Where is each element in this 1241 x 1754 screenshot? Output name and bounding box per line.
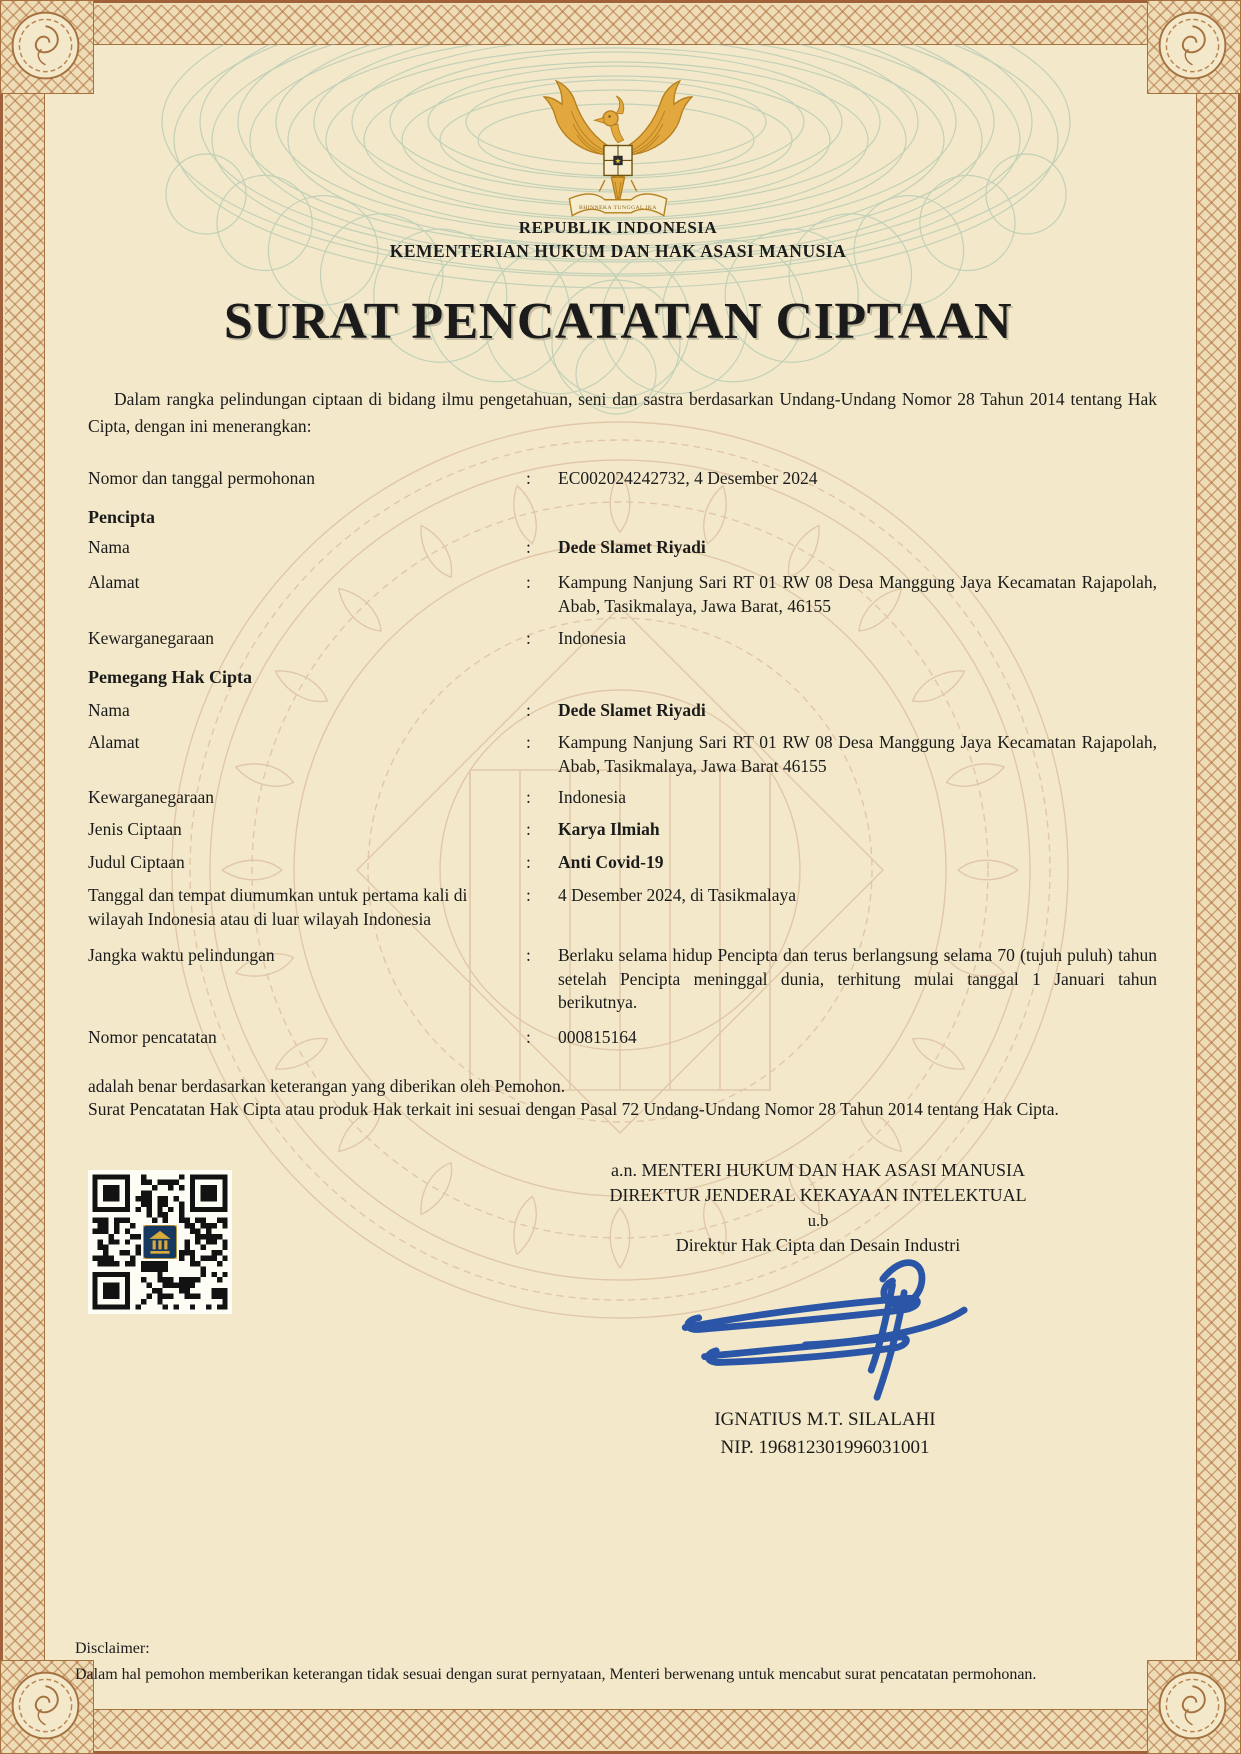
colon-separator: : [526,852,531,872]
colon-separator: : [526,700,531,720]
shield-star-icon: ★ [614,156,622,166]
disclaimer-heading: Disclaimer: [75,1640,150,1657]
colon-separator: : [526,885,531,905]
colon-separator: : [526,537,531,557]
field-pencipta-kewarganegaraan: Kewarganegaraan : Indonesia [88,627,1157,651]
field-pemegang-kewarganegaraan: Kewarganegaraan : Indonesia [88,786,1157,810]
closing-line-1: adalah benar berdasarkan keterangan yang diberikan oleh Pemohon. [88,1076,566,1096]
field-pencipta-alamat: Alamat : Kampung Nanjung Sari RT 01 RW 08 Desa Manggung Jaya Kecamatan Rajapolah, Abab, Tasikmalaya, Jawa Barat, 46155 [88,572,1157,616]
section-pemegang-hak-cipta: Pemegang Hak Cipta [88,667,252,687]
country-name: REPUBLIK INDONESIA [518,218,718,237]
section-pencipta: Pencipta [88,507,155,527]
signer-nip: NIP. 196812301996031001 [720,1437,930,1458]
field-jenis-ciptaan: Jenis Ciptaan : Karya Ilmiah [88,818,1157,842]
signer-position: Direktur Hak Cipta dan Desain Industri [675,1235,961,1255]
signer-block [640,1406,1010,1462]
colon-separator: : [526,945,531,965]
signer-name: IGNATIUS M.T. SILALAHI [714,1409,936,1430]
colon-separator: : [526,787,531,807]
field-pemegang-alamat: Alamat : Kampung Nanjung Sari RT 01 RW 08 Desa Manggung Jaya Kecamatan Rajapolah, Abab, Tasikmalaya, Jawa Barat 46155 [88,732,1157,776]
field-tanggal-diumumkan: Tanggal dan tempat diumumkan untuk pertama kali di wilayah Indonesia atau di luar wilayah Indonesia : 4 Desember 2024, di Tasikmalaya [88,885,797,929]
field-nomor-pencatatan: Nomor pencatatan : 000815164 [88,1026,1157,1050]
colon-separator: : [526,819,531,839]
signature-scribble-icon [660,1250,970,1405]
field-application-number: Nomor dan tanggal permohonan : EC002024242732, 4 Desember 2024 [88,467,1157,491]
approval-block [518,1158,1118,1258]
colon-separator: : [526,572,531,592]
closing-line-2: Surat Pencatatan Hak Cipta atau produk Hak terkait ini sesuai dengan Pasal 72 Undang-Undang Nomor 28 Tahun 2014 tentang Hak Cipta. [88,1099,1059,1119]
emblem-motto: BHINNEKA TUNGGAL IKA [579,205,657,212]
kemenkumham-logo-icon [143,1225,177,1259]
directorate-line: DIREKTUR JENDERAL KEKAYAAN INTELEKTUAL [609,1185,1027,1205]
colon-separator: : [526,1027,531,1047]
on-behalf-line: a.n. MENTERI HUKUM DAN HAK ASASI MANUSIA [611,1160,1025,1180]
field-jangka-waktu: Jangka waktu pelindungan : Berlaku selama hidup Pencipta dan terus berlangsung selama 70 (tujuh puluh) tahun setelah Pencipta meninggal dunia, terhitung mulai tanggal 1 Januari tahun berikutnya. [88,945,1157,1012]
ub-line: u.b [807,1211,829,1230]
colon-separator: : [526,732,531,752]
disclaimer [75,1636,1180,1688]
certificate-title: SURAT PENCATATAN CIPTAAN [223,293,1013,350]
field-pencipta-nama: Nama : Dede Slamet Riyadi [88,536,1157,560]
disclaimer-text: Dalam hal pemohon memberikan keterangan tidak sesuai dengan surat pernyataan, Menteri berwenang untuk mencabut surat pencatatan permohonan. [75,1666,1037,1683]
ministry-name: KEMENTERIAN HUKUM DAN HAK ASASI MANUSIA [389,241,847,261]
intro-paragraph: Dalam rangka pelindungan ciptaan di bidang ilmu pengetahuan, seni dan sastra berdasarkan Undang-Undang Nomor 28 Tahun 2014 tentang Hak Cipta, dengan ini menerangkan: [88,389,1157,436]
colon-separator: : [526,468,531,488]
field-judul-ciptaan: Judul Ciptaan : Anti Covid-19 [88,851,1157,875]
field-pemegang-nama: Nama : Dede Slamet Riyadi [88,699,1157,723]
colon-separator: : [526,628,531,648]
